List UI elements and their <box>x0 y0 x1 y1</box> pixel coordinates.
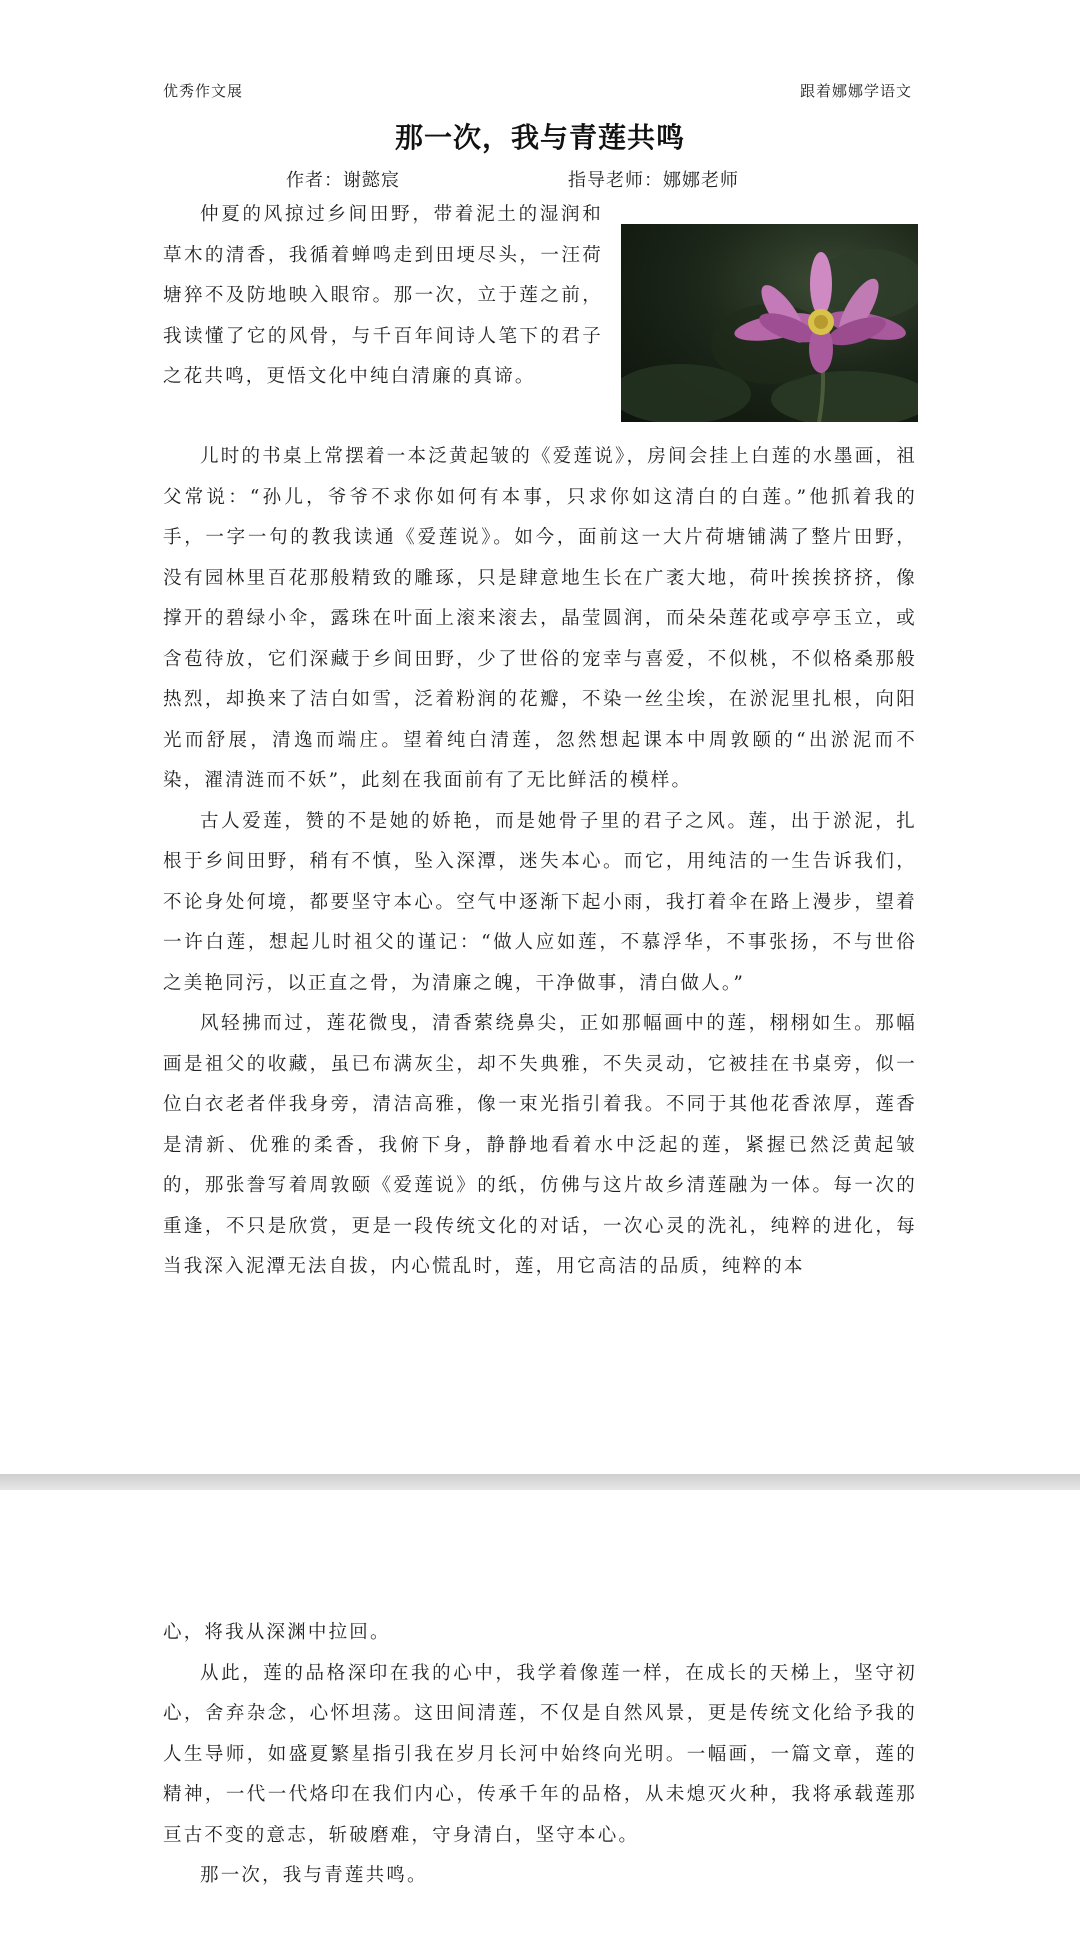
article-body <box>163 437 917 1288</box>
paragraph-6: 那一次，我与青莲共鸣。 <box>200 1865 428 1886</box>
article-title: 那一次，我与青莲共鸣 <box>394 121 685 154</box>
article-body-continued <box>163 1613 917 1897</box>
page-separator <box>0 1474 1080 1490</box>
lotus-flower-photo-icon <box>621 224 918 422</box>
paragraph-1: 仲夏的风掠过乡间田野，带着泥土的湿润和草木的清香，我循着蝉鸣走到田埂尽头，一汪荷塘猝不及防地映入眼帘。那一次，立于莲之前，我读懂了它的风骨，与千百年间诗人笔下的君子之花共鸣，更悟文化中纯白清廉的真谛。 <box>163 204 603 387</box>
paragraph-2: 儿时的书桌上常摆着一本泛黄起皱的《爱莲说》，房间会挂上白莲的水墨画，祖父常说：“孙儿，爷爷不求你如何有本事，只求你如这清白的白莲。”他抓着我的手，一字一句的教我读通《爱莲说》。如今，面前这一大片荷塘铺满了整片田野，没有园林里百花那般精致的雕琢，只是肆意地生长在广袤大地，荷叶挨挨挤挤，像撑开的碧绿小伞，露珠在叶面上滚来滚去，晶莹圆润，而朵朵莲花或亭亭玉立，或含苞待放，它们深藏于乡间田野，少了世俗的宠幸与喜爱，不似桃，不似格桑那般热烈，却换来了洁白如雪，泛着粉润的花瓣，不染一丝尘埃，在淤泥里扎根，向阳光而舒展，清逸而端庄。望着纯白清莲，忽然想起课本中周敦颐的“出淤泥而不染，濯清涟而不妖”，此刻在我面前有了无比鲜活的模样。 <box>163 446 917 791</box>
advisor-line: 指导老师：娜娜老师 <box>568 170 739 191</box>
header-left-label: 优秀作文展 <box>163 82 244 100</box>
paragraph-4: 风轻拂而过，莲花微曳，清香萦绕鼻尖，正如那幅画中的莲，栩栩如生。那幅画是祖父的收藏，虽已布满灰尘，却不失典雅，不失灵动，它被挂在书桌旁，似一位白衣老者伴我身旁，清洁高雅，像一束光指引着我。不同于其他花香浓厚，莲香是清新、优雅的柔香，我俯下身，静静地看着水中泛起的莲，紧握已然泛黄起皱的，那张誊写着周敦颐《爱莲说》的纸，仿佛与这片故乡清莲融为一体。每一次的重逢，不只是欣赏，更是一段传统文化的对话，一次心灵的洗礼，纯粹的进化，每当我深入泥潭无法自拔，内心慌乱时，莲，用它高洁的品质，纯粹的本 <box>163 1013 917 1277</box>
paragraph-4-continued: 心，将我从深渊中拉回。 <box>163 1622 391 1643</box>
author-line: 作者：谢懿宸 <box>286 170 400 191</box>
paragraph-3: 古人爱莲，赞的不是她的娇艳，而是她骨子里的君子之风。莲，出于淤泥，扎根于乡间田野，稍有不慎，坠入深潭，迷失本心。而它，用纯洁的一生告诉我们，不论身处何境，都要坚守本心。空气中逐渐下起小雨，我打着伞在路上漫步，望着一许白莲，想起儿时祖父的谨记：“做人应如莲，不慕浮华，不事张扬，不与世俗之美艳同污，以正直之骨，为清廉之魄，干净做事，清白做人。” <box>163 810 917 994</box>
paragraph-5: 从此，莲的品格深印在我的心中，我学着像莲一样，在成长的天梯上，坚守初心，舍弃杂念，心怀坦荡。这田间清莲，不仅是自然风景，更是传统文化给予我的人生导师，如盛夏繁星指引我在岁月长河中始终向光明。一幅画，一篇文章，莲的精神，一代一代烙印在我们内心，传承千年的品格，从未熄灭火种，我将承载莲那亘古不变的意志，斩破磨难，守身清白，坚守本心。 <box>163 1662 917 1846</box>
header-right-label: 跟着娜娜学语文 <box>799 82 912 100</box>
